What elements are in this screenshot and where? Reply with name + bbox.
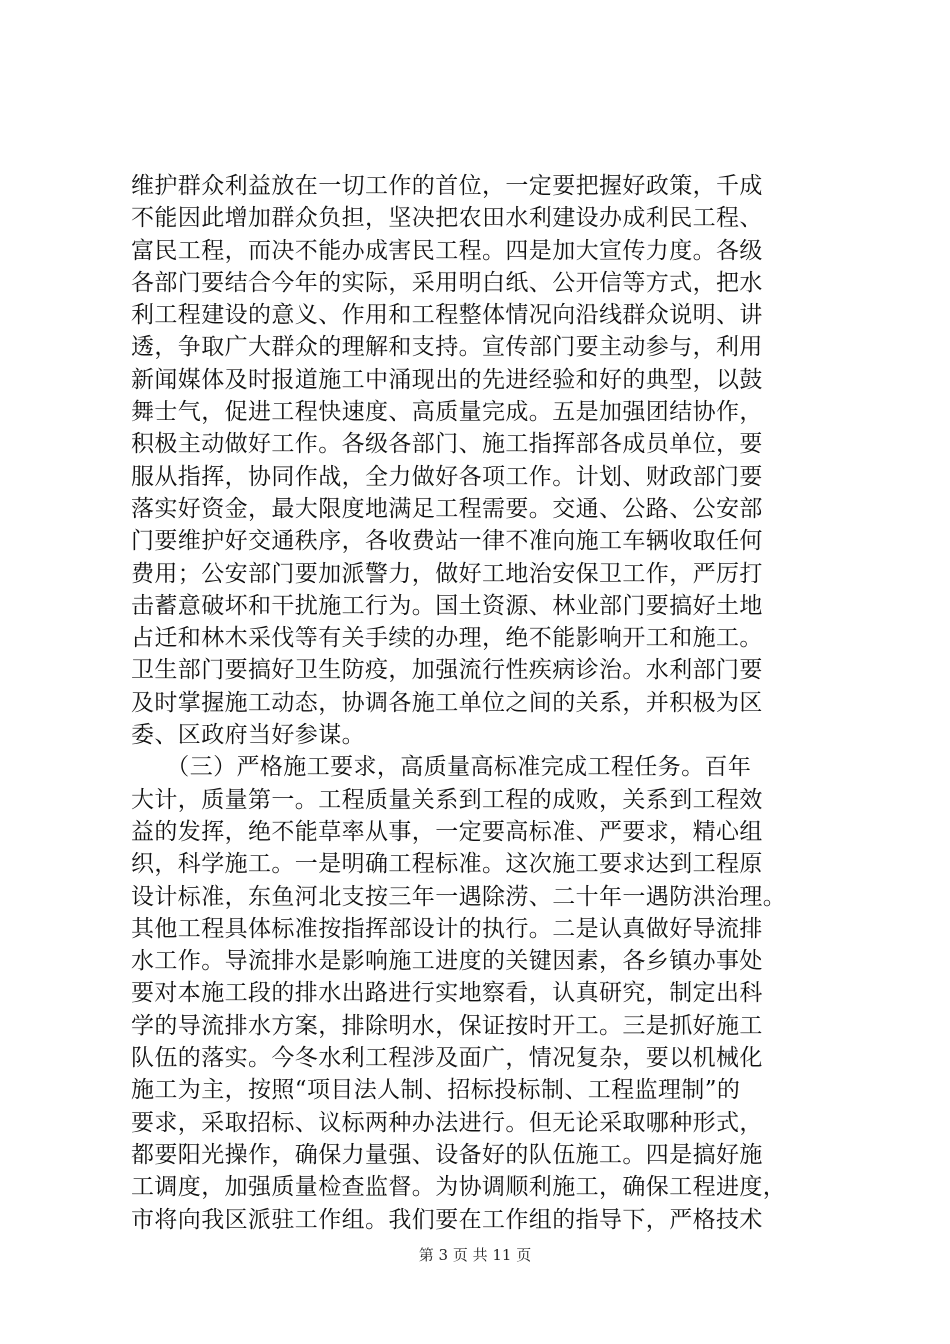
text-line: 益的发挥，绝不能草率从事，一定要高标准、严要求，精心组 (131, 818, 763, 845)
text-line: 施工为主，按照“项目法人制、招标投标制、工程监理制”的 (131, 1077, 741, 1104)
text-line: 击蓄意破坏和干扰施工行为。国土资源、林业部门要搞好土地 (131, 592, 763, 619)
text-line: 维护群众利益放在一切工作的首位，一定要把握好政策，千成 (131, 173, 763, 199)
text-line: 占迁和林木采伐等有关手续的办理，绝不能影响开工和施工。 (131, 625, 763, 652)
text-line: 积极主动做好工作。各级各部门、施工指挥部各成员单位，要 (131, 431, 763, 458)
text-line: 费用；公安部门要加派警力，做好工地治安保卫工作，严厉打 (131, 560, 763, 587)
text-line: 门要维护好交通秩序，各收费站一律不准向施工车辆收取任何 (131, 528, 763, 555)
text-line: 服从指挥，协同作战，全力做好各项工作。计划、财政部门要 (131, 463, 763, 490)
text-line: 大计，质量第一。工程质量关系到工程的成败，关系到工程效 (131, 786, 763, 813)
text-line: 都要阳光操作，确保力量强、设备好的队伍施工。四是搞好施 (131, 1141, 763, 1168)
text-line: 落实好资金，最大限度地满足工程需要。交通、公路、公安部 (131, 495, 763, 522)
text-line: 舞士气，促进工程快速度、高质量完成。五是加强团结协作， (131, 399, 763, 426)
text-line: 要求，采取招标、议标两种办法进行。但无论采取哪种形式， (131, 1109, 763, 1136)
paragraph-heading-line: （三）严格施工要求，高质量高标准完成工程任务。百年 (131, 754, 752, 781)
text-line: 利工程建设的意义、作用和工程整体情况向沿线群众说明、讲 (131, 302, 763, 329)
page-number-footer: 第 3 页 共 11 页 (418, 1246, 532, 1264)
text-line: 织，科学施工。一是明确工程标准。这次施工要求达到工程原 (131, 851, 763, 878)
text-line: 队伍的落实。今冬水利工程涉及面广，情况复杂，要以机械化 (131, 1045, 763, 1072)
text-line: 水工作。导流排水是影响施工进度的关键因素，各乡镇办事处 (131, 948, 763, 975)
text-line: 其他工程具体标准按指挥部设计的执行。二是认真做好导流排 (131, 915, 763, 942)
text-line: 新闻媒体及时报道施工中涌现出的先进经验和好的典型，以鼓 (131, 366, 763, 393)
text-line: 学的导流排水方案，排除明水，保证按时开工。三是抓好施工 (131, 1012, 763, 1039)
text-line: 委、区政府当好参谋。 (131, 722, 365, 749)
text-line: 工调度，加强质量检查监督。为协调顺利施工，确保工程进度， (131, 1174, 787, 1201)
text-line: 各部门要结合今年的实际，采用明白纸、公开信等方式，把水 (131, 269, 763, 296)
text-line: 要对本施工段的排水出路进行实地察看，认真研究，制定出科 (131, 980, 763, 1007)
text-line: 不能因此增加群众负担，坚决把农田水利建设办成利民工程、 (131, 205, 763, 232)
text-line: 卫生部门要搞好卫生防疫，加强流行性疾病诊治。水利部门要 (131, 657, 763, 684)
text-line: 设计标准，东鱼河北支按三年一遇除涝、二十年一遇防洪治理。 (131, 883, 787, 910)
text-line: 富民工程，而决不能办成害民工程。四是加大宣传力度。各级 (131, 237, 763, 264)
text-line: 透，争取广大群众的理解和支持。宣传部门要主动参与，利用 (131, 334, 763, 361)
body-text (131, 170, 835, 1236)
text-line: 市将向我区派驻工作组。我们要在工作组的指导下，严格技术 (131, 1206, 763, 1233)
text-line: 及时掌握施工动态，协调各施工单位之间的关系，并积极为区 (131, 689, 763, 716)
